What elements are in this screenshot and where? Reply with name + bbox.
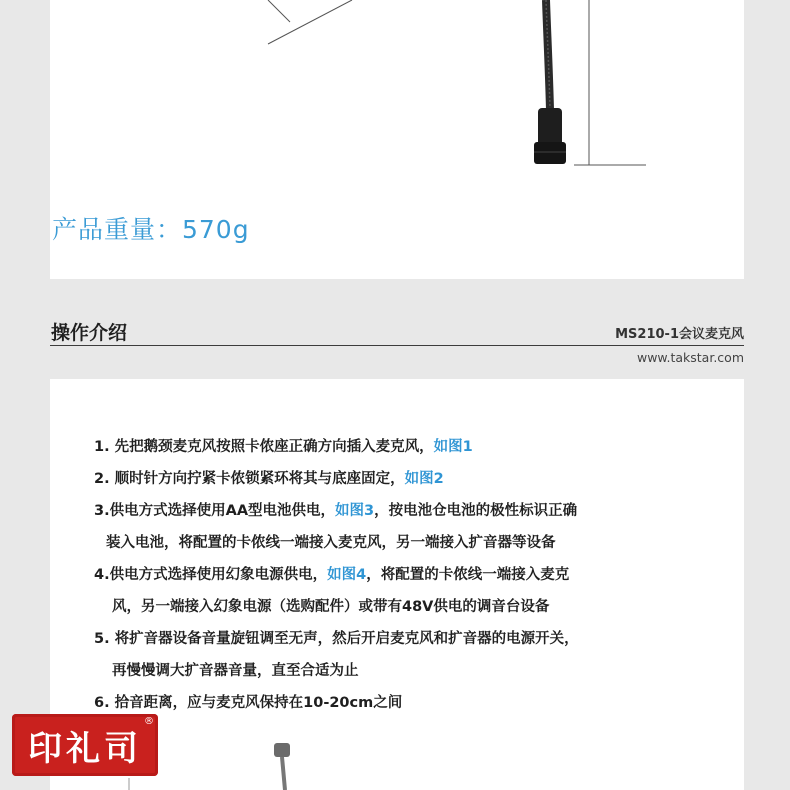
brand-stamp-logo bbox=[12, 714, 158, 776]
website-link[interactable]: www.takstar.com bbox=[636, 350, 744, 365]
step-text: 3.供电方式选择使用AA型电池供电， bbox=[94, 503, 336, 519]
step-text: 装入电池，将配置的卡侬线一端接入麦克风，另一端接入扩音器等设备 bbox=[106, 535, 556, 551]
figure-reference-link[interactable]: 如图4 bbox=[327, 567, 367, 583]
figure-reference-link[interactable]: 如图1 bbox=[433, 439, 473, 455]
step-text: 5. 将扩音器设备音量旋钮调至无声，然后开启麦克风和扩音器的电源开关， bbox=[94, 631, 579, 647]
step-text: 6. 拾音距离，应与麦克风保持在10-20cm之间 bbox=[94, 695, 403, 711]
step-text: ，按电池仓电池的极性标识正确 bbox=[374, 503, 578, 519]
model-name: MS210-1会议麦克风 bbox=[615, 327, 744, 342]
step-text: 1. 先把鹅颈麦克风按照卡侬座正确方向插入麦克风， bbox=[94, 439, 434, 455]
mic-gooseneck bbox=[282, 757, 285, 790]
step-text: 再慢慢调大扩音器音量，直至合适为止 bbox=[112, 663, 359, 679]
stamp-text: 印礼司 bbox=[28, 728, 142, 769]
figure-reference-link[interactable]: 如图3 bbox=[335, 503, 375, 519]
step-text: 4.供电方式选择使用幻象电源供电， bbox=[94, 567, 328, 583]
step-text: ，将配置的卡侬线一端接入麦克 bbox=[366, 567, 570, 583]
section-title: 操作介绍 bbox=[51, 322, 128, 344]
mic-head bbox=[274, 743, 290, 757]
figure-reference-link[interactable]: 如图2 bbox=[404, 471, 444, 487]
step-text: 2. 顺时针方向拧紧卡侬锁紧环将其与底座固定， bbox=[94, 471, 405, 487]
product-weight: 产品重量：570g bbox=[52, 215, 250, 244]
step-text: 风，另一端接入幻象电源（选购配件）或带有48V供电的调音台设备 bbox=[112, 599, 550, 615]
registered-mark: ® bbox=[144, 716, 154, 727]
